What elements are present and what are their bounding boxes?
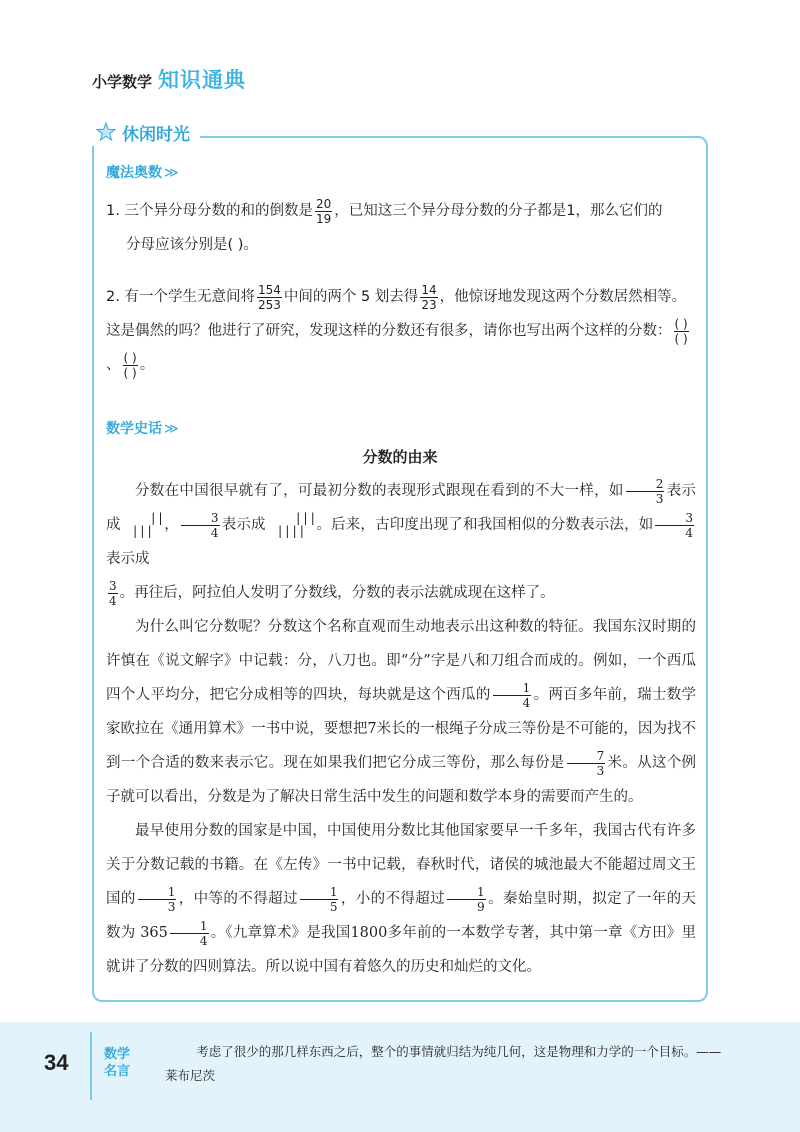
p3-text-b: ，中等的不得超过 <box>178 891 298 907</box>
section-magic-math-label: 魔法奥数 <box>106 165 162 181</box>
q1-text-3: 分母应该分别是( )。 <box>126 237 258 253</box>
section-math-history-label: 数学史话 <box>106 421 162 437</box>
q2-text-2: 中间的两个 5 划去得 <box>283 289 419 305</box>
star-icon <box>96 122 116 142</box>
fraction <box>108 579 118 608</box>
fraction-denominator: 5 <box>329 899 338 914</box>
math-quote-label <box>104 1046 144 1080</box>
question-1 <box>106 194 698 262</box>
fraction-denominator: 23 <box>421 297 437 312</box>
paragraph <box>106 610 696 814</box>
fraction <box>626 477 665 506</box>
fraction-numerator: 1 <box>447 885 486 900</box>
footer-divider <box>90 1032 92 1100</box>
section-magic-math <box>106 162 179 182</box>
q1-text-2: ，已知这三个异分母分数的分子都是1，那么它们的 <box>334 203 663 219</box>
separator: 、 <box>106 357 121 373</box>
math-quote-label-1: 数学 <box>104 1047 131 1062</box>
fraction-denominator: 4 <box>199 933 208 948</box>
p3-text-a: 最早使用分数的国家是中国，中国使用分数比其他国家要早一千多年，我国古代有许多关于分数记载的书籍。在《左传》一书中记载，春秋时代，诸侯的城池最大不能超过周文王国的 <box>106 823 696 907</box>
p1-text-a: 分数在中国很早就有了，可最初分数的表现形式跟现在看到的不大一样，如 <box>135 483 624 499</box>
blank-denominator: ( ) <box>674 331 688 346</box>
fraction <box>447 885 486 914</box>
counting-rods <box>266 512 317 538</box>
blank-denominator: ( ) <box>123 365 137 380</box>
rods-top: || <box>149 511 165 525</box>
period: 。 <box>139 357 155 373</box>
p2-text-b: 。两百多年前，瑞士数学家欧拉在《通用算术》一书中说，要想把7米长的一根绳子分成三等份是不可能的，因为找不到一个合适的数来表示它。现在如果我们把它分成三等份，那么每份是 <box>106 687 697 771</box>
p3-text-e: 。《九章算术》是我国1800多年前的一本数学专著，其中第一章《方田》里就讲了分数的四则算法。所以说中国有着悠久的历史和灿烂的文化。 <box>106 925 696 975</box>
fraction-denominator: 253 <box>257 297 281 312</box>
p2-text-c: 米。从这个例子就可以看出，分数是为了解决日常生活中发生的问题和数学本身的需要而产生的。 <box>106 755 697 805</box>
page-number: 34 <box>44 1050 69 1075</box>
rods-top: ||| <box>294 511 317 525</box>
page-header <box>92 64 246 94</box>
story-body <box>106 474 696 984</box>
fraction-numerator: 7 <box>567 749 606 764</box>
fraction-denominator: 19 <box>315 211 332 226</box>
fraction <box>257 283 282 312</box>
q2-text-1: 有一个学生无意间将 <box>124 289 255 305</box>
p1-text-d: 表示成 <box>221 517 266 533</box>
chevron-right-icon: ≫ <box>164 421 179 437</box>
p1-text-e: 。后来，古印度出现了和我国相似的分数表示法，如 <box>316 517 654 533</box>
p1-text-g: 。再往后，阿拉伯人发明了分数线，分数的表示法就成现在这样了。 <box>119 585 555 601</box>
blank-numerator: ( ) <box>123 350 137 365</box>
section-math-history <box>106 418 179 438</box>
box-title-text: 休闲时光 <box>122 124 190 145</box>
rods-bottom: |||| <box>276 524 306 538</box>
paragraph <box>106 576 696 610</box>
answer-blank-fraction[interactable] <box>674 317 689 346</box>
fraction-denominator: 4 <box>522 695 531 710</box>
fraction-numerator: 1 <box>138 885 177 900</box>
fraction-numerator: 154 <box>257 282 281 297</box>
question-2 <box>106 280 698 382</box>
p1-text-c: ， <box>164 517 179 533</box>
fraction-denominator: 4 <box>109 593 117 608</box>
fraction <box>567 749 606 778</box>
fraction <box>138 885 177 914</box>
answer-blank-fraction[interactable] <box>123 351 138 380</box>
fraction <box>493 681 532 710</box>
fraction <box>181 511 220 540</box>
fraction-numerator: 2 <box>626 477 665 492</box>
counting-rods <box>121 512 164 538</box>
brand-title: 知识通典 <box>158 68 247 92</box>
fraction-numerator: 14 <box>421 282 437 297</box>
blank-numerator: ( ) <box>674 316 688 331</box>
rods-bottom: ||| <box>131 524 154 538</box>
paragraph <box>106 814 696 984</box>
fraction-numerator: 1 <box>170 919 209 934</box>
fraction-numerator: 20 <box>315 196 332 211</box>
box-title <box>92 118 200 146</box>
math-quote-label-2: 名言 <box>104 1064 131 1079</box>
fraction <box>170 919 209 948</box>
fraction-numerator: 3 <box>109 578 117 593</box>
p1-text-b: 表示成 <box>106 483 697 533</box>
fraction-denominator: 3 <box>167 899 176 914</box>
paragraph <box>106 474 696 576</box>
math-quote: 考虑了很少的那几样东西之后，整个的事情就归结为纯几何，这是物理和力学的一个目标。——莱布尼茨 <box>165 1044 722 1083</box>
chevron-right-icon: ≫ <box>164 165 179 181</box>
p2-text-a: 为什么叫它分数呢？分数这个名称直观而生动地表示出这种数的特征。我国东汉时期的许慎在《说文解字》中记载：分，八刀也。即“分”字是八和刀组合而成的。例如，一个西瓜四个人平均分，把它分成相等的四块，每块就是这个西瓜的 <box>106 619 696 703</box>
q1-text-1: 三个异分母分数的和的倒数是 <box>124 203 313 219</box>
fraction-numerator: 1 <box>493 681 532 696</box>
fraction <box>655 511 694 540</box>
series-name: 小学数学 <box>92 73 153 91</box>
fraction <box>300 885 339 914</box>
question-number: 2. <box>106 289 120 305</box>
story-title: 分数的由来 <box>362 448 438 466</box>
fraction <box>315 197 332 226</box>
fraction-numerator: 1 <box>300 885 339 900</box>
p1-text-f: 表示成 <box>106 551 150 567</box>
fraction-numerator: 3 <box>181 511 220 526</box>
fraction <box>420 283 437 312</box>
fraction-denominator: 4 <box>685 525 694 540</box>
p3-text-d: 。秦始皇时期，拟定了一年的天数为 365 <box>106 891 697 941</box>
p3-text-c: ，小的不得超过 <box>340 891 446 907</box>
fraction-numerator: 3 <box>655 511 694 526</box>
fraction-denominator: 3 <box>655 491 664 506</box>
q2-text-3: ，他惊讶地发现这两个分数居然相等。这是偶然的吗？他进行了研究，发现这样的分数还有很多，请你也写出两个这样的分数： <box>106 289 687 339</box>
question-number: 1. <box>106 203 120 219</box>
fraction-denominator: 3 <box>596 763 605 778</box>
fraction-denominator: 4 <box>210 525 219 540</box>
fraction-denominator: 9 <box>477 899 485 914</box>
